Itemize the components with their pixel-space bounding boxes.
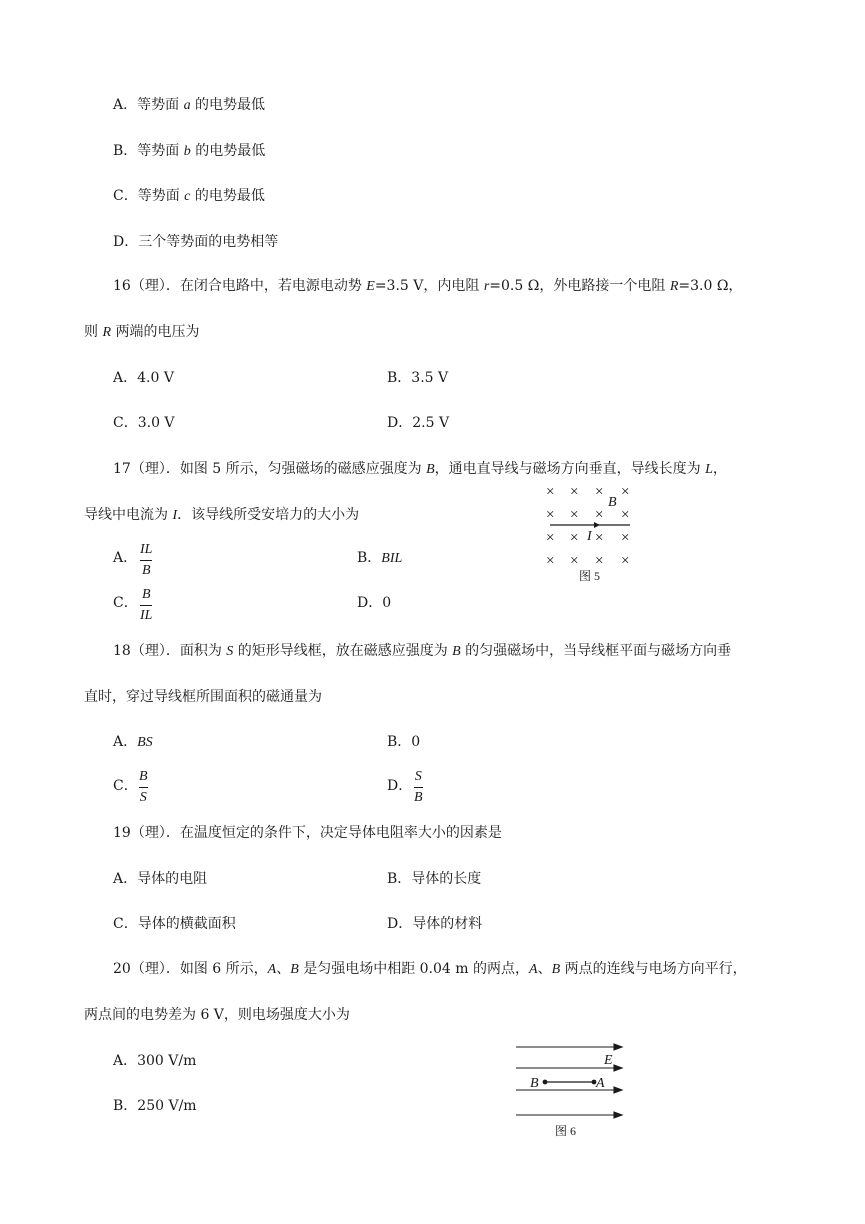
cross-mark: × [595,484,604,500]
question-text: 导线中电流为 [84,507,173,523]
question-text: =3.5 V，内电阻 [374,278,484,294]
fraction-bar [414,787,423,788]
math-var: B [426,462,435,477]
question-text: =3.0 Ω， [678,278,743,294]
question-text: 20（理）．如图 6 所示， [113,961,268,977]
option-20b: B．250 V/m [113,1098,197,1114]
math-var: BIL [381,551,403,566]
figure-6 [510,1038,630,1138]
field-arrow [614,1087,622,1093]
fraction-bar [140,605,152,606]
option-16c: C．3.0 V [113,415,175,431]
option-text: B．等势面 [113,143,184,159]
question-text: ．该导线所受安培力的大小为 [177,507,360,523]
math-var: B [452,644,461,659]
math-var: E [366,279,375,294]
cross-mark: × [570,553,579,569]
math-var: a [183,98,191,113]
option-17a-fraction [140,542,152,578]
current-label: I [587,529,592,544]
question-text: 两点的连线与电场方向平行， [560,961,747,977]
cross-mark: × [546,484,555,500]
question-20-line2: 两点间的电势差为 6 V，则电场强度大小为 [84,1007,350,1023]
cross-mark: × [595,530,604,546]
question-text: ， [712,461,727,477]
cross-mark: × [546,507,555,523]
option-19a: A．导体的电阻 [113,871,208,887]
fraction-numerator: IL [140,542,153,557]
math-var: R [102,325,112,340]
fraction-denominator: B [141,563,151,578]
cross-mark: × [621,553,630,569]
option-label: B． [357,550,382,566]
question-text: 的矩形导线框，放在磁感应强度为 [233,643,453,659]
figure-5 [540,480,650,585]
option-18d-fraction [414,769,423,805]
magnetic-field-crosses [546,484,629,569]
question-text: 是匀强电场中相距 0.04 m 的两点， [298,961,529,977]
cross-mark: × [621,530,630,546]
math-var: I [172,508,178,523]
point-a-label: A [596,1076,605,1091]
option-18c-fraction [139,769,148,805]
option-18b: B．0 [387,734,421,750]
cross-mark: × [546,530,555,546]
question-text: 两端的电压为 [111,324,200,340]
option-15c [113,187,265,206]
option-17c-label: C． [113,595,138,611]
option-15b [113,142,265,161]
option-17d: D．0 [357,595,392,611]
question-18-line1 [113,642,731,661]
option-15a [113,96,265,115]
question-text: 则 [84,324,103,340]
option-19c: C．导体的横截面积 [113,916,236,932]
fraction-denominator: IL [140,608,153,623]
option-18a [113,733,153,752]
option-18c-label: C． [113,778,138,794]
question-text: 、 [276,961,291,977]
field-label: B [608,495,617,510]
math-var: BS [137,735,153,750]
math-var: R [669,279,679,294]
question-text: =0.5 Ω，外电路接一个电阻 [489,278,670,294]
question-16-line2 [84,323,199,342]
option-17a-label: A． [113,550,138,566]
question-text: 17（理）．如图 5 所示，匀强磁场的磁感应强度为 [113,461,427,477]
option-19d: D．导体的材料 [387,916,483,932]
cross-mark: × [546,553,555,569]
question-text: 的匀强磁场中，当导线框平面与磁场方向垂 [460,643,732,659]
question-text: 、 [537,961,552,977]
option-16d: D．2.5 V [387,415,450,431]
math-var: B [551,962,561,977]
option-text: C．等势面 [113,188,185,204]
fraction-numerator: S [414,769,422,784]
fraction-bar [139,787,148,788]
fraction-denominator: B [414,790,423,805]
option-20a: A．300 V/m [113,1053,197,1069]
option-text: 的电势最低 [190,143,266,159]
math-var: B [290,962,299,977]
fraction-numerator: B [141,587,151,602]
math-var: A [529,962,538,977]
cross-mark: × [570,484,579,500]
math-var: S [226,644,234,659]
cross-mark: × [570,530,579,546]
field-arrow [614,1112,622,1118]
cross-mark: × [621,507,630,523]
option-16a: A．4.0 V [113,370,174,386]
question-19-line1: 19（理）．在温度恒定的条件下，决定导体电阻率大小的因素是 [113,825,502,841]
option-16b: B．3.5 V [387,370,449,386]
question-20-line1 [113,960,747,979]
option-text: 的电势最低 [190,97,266,113]
option-18d-label: D． [387,778,413,794]
question-17-line1 [113,460,727,479]
cross-mark: × [570,507,579,523]
fraction-numerator: B [139,769,148,784]
field-arrow [614,1044,622,1050]
question-text: 16（理）．在闭合电路中，若电源电动势 [113,278,367,294]
figure-caption: 图 6 [555,1124,577,1138]
math-var: b [183,144,191,159]
fraction-denominator: S [139,790,147,805]
fraction-bar [140,560,152,561]
cross-mark: × [621,484,630,500]
math-var: c [184,189,191,204]
question-text: 18（理）．面积为 [113,643,227,659]
option-17c-fraction [140,587,152,623]
question-18-line2: 直时，穿过导线框所围面积的磁通量为 [84,689,322,705]
field-arrow [614,1065,622,1071]
option-19b: B．导体的长度 [387,871,482,887]
cross-mark: × [595,553,604,569]
option-15d: D．三个等势面的电势相等 [113,234,279,250]
question-16-line1 [113,277,742,296]
cross-mark: × [595,507,604,523]
point-b [543,1080,548,1085]
math-var: A [267,962,277,977]
option-label: A． [113,734,138,750]
field-label: E [604,1053,613,1068]
math-var: r [483,279,490,294]
question-17-line2 [84,506,359,525]
option-text: A．等势面 [113,97,184,113]
option-17b [357,549,402,568]
math-var: L [705,462,713,477]
point-b-label: B [530,1076,539,1091]
figure-caption: 图 5 [579,569,601,583]
option-text: 的电势最低 [190,188,265,204]
question-text: ，通电直导线与磁场方向垂直，导线长度为 [434,461,706,477]
